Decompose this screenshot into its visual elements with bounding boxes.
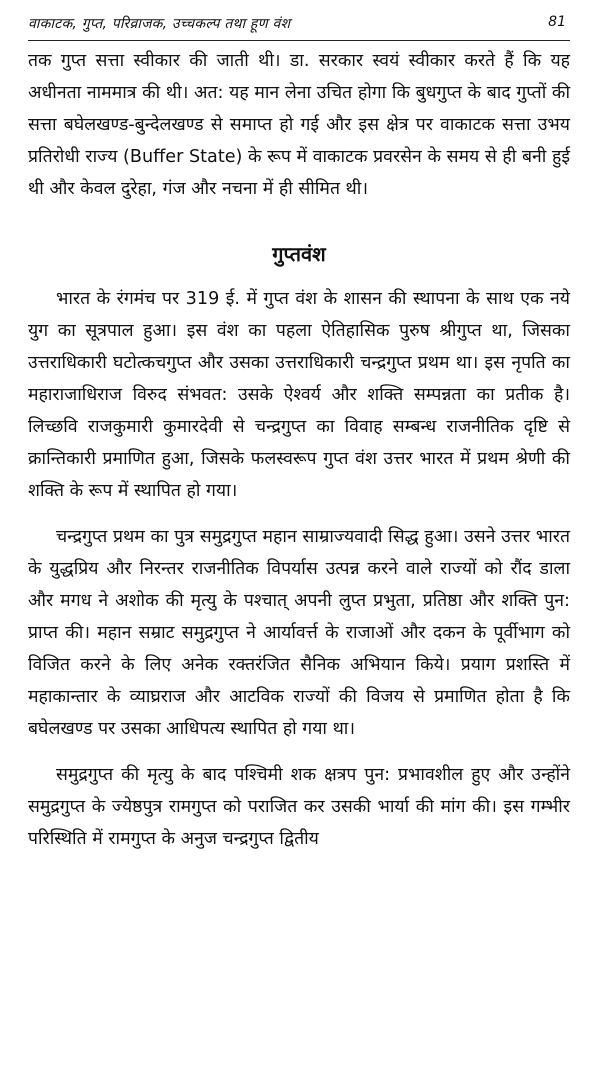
paragraph-3: समुद्रगुप्त की मृत्यु के बाद पश्चिमी शक क्षत्रप पुन: प्रभावशील हुए और उन्होंने समुद्रगुप्त के ज्येष्ठपुत्र रामगुप्त को पराजित कर उसकी भार्या की मांग की। इस गम्भीर परिस्थिति में रामगुप्त के अनुज चन्द्रगुप्त द्वितीय <box>28 765 570 849</box>
paragraph-1: भारत के रंगमंच पर 319 ई. में गुप्त वंश के शासन की स्थापना के साथ एक नये युग का सूत्रपाल हुआ। इस वंश का पहला ऐतिहासिक पुरुष श्रीगुप्त था, जिसका उत्तराधिकारी घटोत्कचगुप्त और उसका उत्तराधिकारी चन्द्रगुप्त प्रथम था। इस नृपति का महाराजाधिराज विरुद संभवत: उसके ऐश्वर्य और शक्ति सम्पन्नता का प्रतीक है। लिच्छवि राजकुमारी कुमारदेवी से चन्द्रगुप्त का विवाह सम्बन्ध राजनीतिक दृष्टि से क्रान्तिकारी प्रमाणित हुआ, जिसके फलस्वरूप गुप्त वंश उत्तर भारत में प्रथम श्रेणी की शक्ति के रूप में स्थापित हो गया। <box>28 289 570 501</box>
running-header <box>28 6 570 41</box>
page-number: 81 <box>548 14 566 30</box>
body-text <box>28 45 570 855</box>
section-heading: गुप्तवंश <box>272 242 326 266</box>
paragraph-2: चन्द्रगुप्त प्रथम का पुत्र समुद्रगुप्त महान साम्राज्यवादी सिद्ध हुआ। उसने उत्तर भारत के युद्धप्रिय और निरन्तर राजनीतिक विपर्यास उत्पन्न करने वाले राज्यों को रौंद डाला और मगध ने अशोक की मृत्यु के पश्चात् अपनी लुप्त प्रभुता, प्रतिष्ठा और शक्ति पुन: प्राप्त की। महान सम्राट समुद्रगुप्त ने आर्यावर्त्त के राजाओं और दकन के पूर्वीभाग को विजित करने के लिए अनेक रक्तरंजित सैनिक अभियान किये। प्रयाग प्रशस्ति में महाकान्तार के व्याघ्रराज और आटविक राज्यों की विजय से प्रमाणित होता है कि बघेलखण्ड पर उसका आधिपत्य स्थापित हो गया था। <box>28 527 570 739</box>
running-title: वाकाटक, गुप्त, परिव्राजक, उच्चकल्प तथा हूण वंश <box>28 16 291 32</box>
continued-paragraph: तक गुप्त सत्ता स्वीकार की जाती थी। डा. सरकार स्वयं स्वीकार करते हैं कि यह अधीनता नाममात्र की थी। अत: यह मान लेना उचित होगा कि बुधगुप्त के बाद गुप्तों की सत्ता बघेलखण्ड-बुन्देलखण्ड से समाप्त हो गई और इस क्षेत्र पर वाकाटक सत्ता उभय प्रतिरोधी राज्य (Buffer State) के रूप में वाकाटक प्रवरसेन के समय से ही बनी हुई थी और केवल दुरेहा, गंज और नचना में ही सीमित थी। <box>28 51 570 199</box>
